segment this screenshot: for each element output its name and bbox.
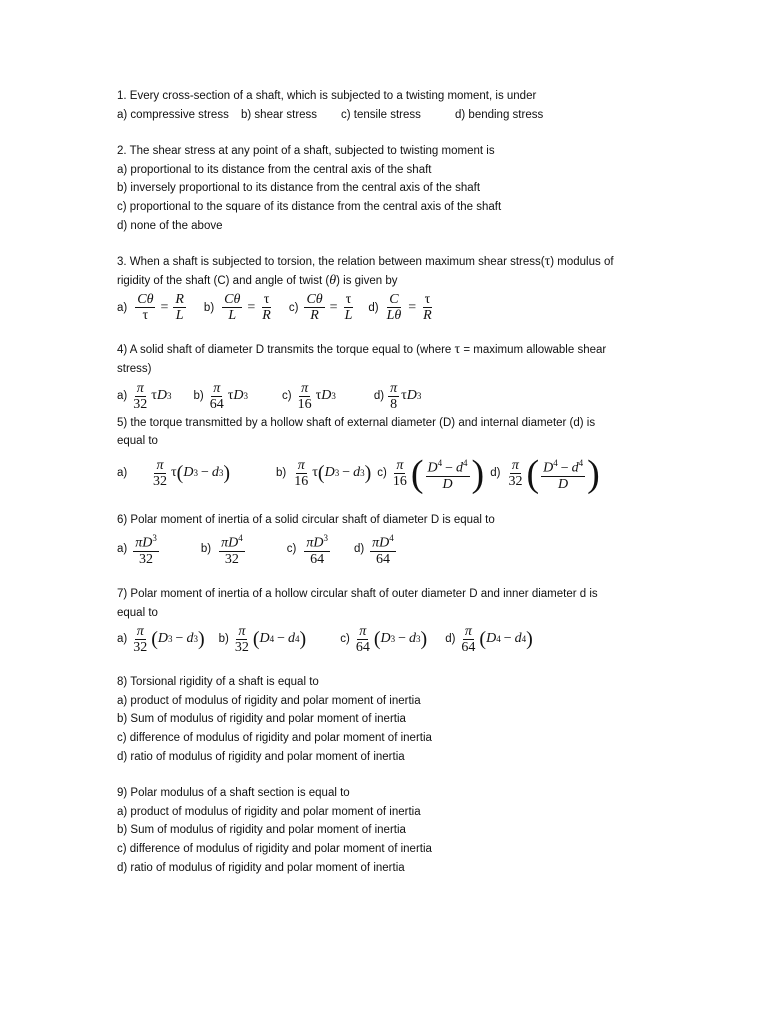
question-3-stem-cont: rigidity of the shaft (C) and angle of twist (θ) is given by xyxy=(117,272,398,288)
question-5-options: a) $\frac{\pi}{32}$ τ ( D 3 − d 3 ) b) $\frac{\pi}{16}$ τ ( D 3 − d 3 ) c) $\frac{\pi}{16}$ ( $\frac{D^4 - d^4}{D}$ ) d) $\frac{\pi}{32}$ ( $\frac{D^4 - d^4}{D}$ ) xyxy=(117,452,600,495)
theta-symbol: θ xyxy=(329,272,337,288)
option-b: b) shear stress xyxy=(241,108,318,121)
formula-b: $\frac{\pi D^4}{32}$ xyxy=(221,533,243,567)
option-c: c) proportional to the square of its distance from the central axis of the shaft xyxy=(117,200,502,213)
option-b: b) Sum of modulus of rigidity and polar moment of inertia xyxy=(117,824,406,837)
option-b-label: b) xyxy=(276,467,287,480)
formula-a-left: $\frac{C\theta}{\tau}$ xyxy=(137,292,154,324)
option-b: b) inversely proportional to its distance from the central axis of the shaft xyxy=(117,182,481,195)
formula-d: $\frac{\pi}{64}$ xyxy=(461,624,476,656)
question-1-options xyxy=(117,106,677,125)
formula-a: $\frac{\pi D^3}{32}$ xyxy=(135,533,157,567)
question-4-stem: 4) A solid shaft of diameter D transmits the torque equal to (where τ = maximum allowable shear xyxy=(117,342,607,358)
option-c: c) difference of modulus of rigidity and polar moment of inertia xyxy=(117,731,432,744)
formula-d-left: $\frac{C}{L\theta}$ xyxy=(386,292,402,324)
formula-d: $\frac{\pi}{8}$ xyxy=(390,380,398,412)
formula-c-right: $\frac{\tau}{L}$ xyxy=(344,292,353,324)
formula-d-right: $\frac{\tau}{R}$ xyxy=(423,292,432,324)
option-c-label: c) xyxy=(288,301,299,314)
question-2-stem: 2. The shear stress at any point of a shaft, subjected to twisting moment is xyxy=(117,145,495,158)
question-3-options: a) $\frac{C\theta}{\tau}$ = $\frac{R}{L}$ b) $\frac{C\theta}{L}$ = $\frac{\tau}{R}$ c) $\frac{C\theta}{R}$ = $\frac{\tau}{L}$ d) $\frac{C}{L\theta}$ = $\frac{\tau}{R}$ xyxy=(117,292,432,324)
option-a: a) compressive stress xyxy=(117,108,229,121)
option-d-label: d) xyxy=(368,301,379,314)
formula-c: $\frac{\pi}{16}$ xyxy=(392,458,407,490)
question-7 xyxy=(117,585,677,655)
formula-b: $\frac{\pi}{16}$ xyxy=(294,458,309,490)
formula-c: $\frac{\pi}{16}$ xyxy=(297,380,312,412)
option-a-label: a) xyxy=(117,542,128,555)
option-d-label: d) xyxy=(373,389,385,402)
formula-c: $\frac{\pi D^3}{64}$ xyxy=(306,533,328,567)
formula-b: $\frac{\pi}{32}$ xyxy=(234,624,249,656)
question-6-options xyxy=(117,531,677,567)
option-d-label: d) xyxy=(445,633,456,646)
option-b-label: b) xyxy=(193,389,204,402)
question-5 xyxy=(117,414,677,493)
question-7-options: a) $\frac{\pi}{32}$ ( D 3 − d 3 ) b) $\frac{\pi}{32}$ ( D 4 − d 4 ) c) $\frac{\pi}{64}$ ( D 3 − d 3 ) d) $\frac{\pi}{64}$ ( D 4 − d 4 ) xyxy=(117,624,533,656)
option-a-label: a) xyxy=(117,467,128,480)
question-7-stem: 7) Polar moment of inertia of a hollow circular shaft of outer diameter D and inner diameter d is xyxy=(117,587,598,600)
question-3-stem: 3. When a shaft is subjected to torsion, the relation between maximum shear stress(τ) modulus of xyxy=(117,254,614,270)
option-a-label: a) xyxy=(117,301,128,314)
option-d-label: d) xyxy=(353,542,365,555)
formula-d: $\frac{\pi}{32}$ xyxy=(508,458,523,490)
option-c-label: c) xyxy=(286,542,297,555)
option-c-label: c) xyxy=(340,633,350,646)
formula-a: $\frac{\pi}{32}$ xyxy=(133,624,148,656)
option-d-label: d) xyxy=(490,467,501,480)
formula-d: $\frac{\pi D^4}{64}$ xyxy=(372,533,394,567)
formula-c: $\frac{\pi}{64}$ xyxy=(355,624,370,656)
option-a-label: a) xyxy=(117,389,128,402)
formula-c-left: $\frac{C\theta}{R}$ xyxy=(306,292,323,324)
question-6-stem: 6) Polar moment of inertia of a solid circular shaft of diameter D is equal to xyxy=(117,513,495,526)
option-b-label: b) xyxy=(200,542,212,555)
question-8 xyxy=(117,673,677,766)
tau-symbol: τ xyxy=(544,254,551,270)
option-b: b) Sum of modulus of rigidity and polar moment of inertia xyxy=(117,713,406,726)
question-6 xyxy=(117,511,677,567)
formula-a: $\frac{\pi}{32}$ xyxy=(133,380,148,412)
option-b-label: b) xyxy=(203,301,215,314)
question-2 xyxy=(117,142,677,235)
option-b-label: b) xyxy=(218,633,229,646)
formula-b: $\frac{\pi}{64}$ xyxy=(209,380,224,412)
question-4 xyxy=(117,341,677,411)
formula-b-right: $\frac{\tau}{R}$ xyxy=(262,292,271,324)
question-7-stem-cont: equal to xyxy=(117,606,158,619)
question-4-stem-cont: stress) xyxy=(117,362,152,375)
question-1-stem: 1. Every cross-section of a shaft, which is subjected to a twisting moment, is under xyxy=(117,90,537,102)
formula-a-right: $\frac{R}{L}$ xyxy=(175,292,184,324)
option-c-label: c) xyxy=(282,389,292,402)
option-c: c) tensile stress xyxy=(341,108,421,121)
question-9 xyxy=(117,784,677,877)
option-a: a) product of modulus of rigidity and polar moment of inertia xyxy=(117,694,421,707)
question-5-stem-cont: equal to xyxy=(117,435,158,448)
option-d: d) ratio of modulus of rigidity and polar moment of inertia xyxy=(117,861,405,874)
formula-a: $\frac{\pi}{32}$ xyxy=(153,458,167,490)
question-8-stem: 8) Torsional rigidity of a shaft is equal to xyxy=(117,676,319,689)
option-c: c) difference of modulus of rigidity and polar moment of inertia xyxy=(117,842,432,855)
option-a: a) proportional to its distance from the central axis of the shaft xyxy=(117,163,432,176)
option-d: d) bending stress xyxy=(455,108,544,121)
question-3 xyxy=(117,253,677,323)
question-1 xyxy=(117,87,677,124)
question-5-stem: 5) the torque transmitted by a hollow shaft of external diameter (D) and internal diameter (d) is xyxy=(117,416,596,429)
option-c-label: c) xyxy=(377,467,387,480)
question-sheet xyxy=(117,87,677,895)
option-a-label: a) xyxy=(117,633,128,646)
option-d: d) ratio of modulus of rigidity and polar moment of inertia xyxy=(117,750,405,763)
option-d: d) none of the above xyxy=(117,219,223,232)
option-a: a) product of modulus of rigidity and polar moment of inertia xyxy=(117,805,421,818)
question-9-stem: 9) Polar modulus of a shaft section is equal to xyxy=(117,787,350,800)
formula-b-left: $\frac{C\theta}{L}$ xyxy=(224,292,241,324)
question-4-options: a) $\frac{\pi}{32}$ τ D 3 b) $\frac{\pi}{64}$ τ D 3 c) $\frac{\pi}{16}$ τ D 3 d) $\frac{\pi}{8}$ τ D 3 xyxy=(117,380,422,412)
